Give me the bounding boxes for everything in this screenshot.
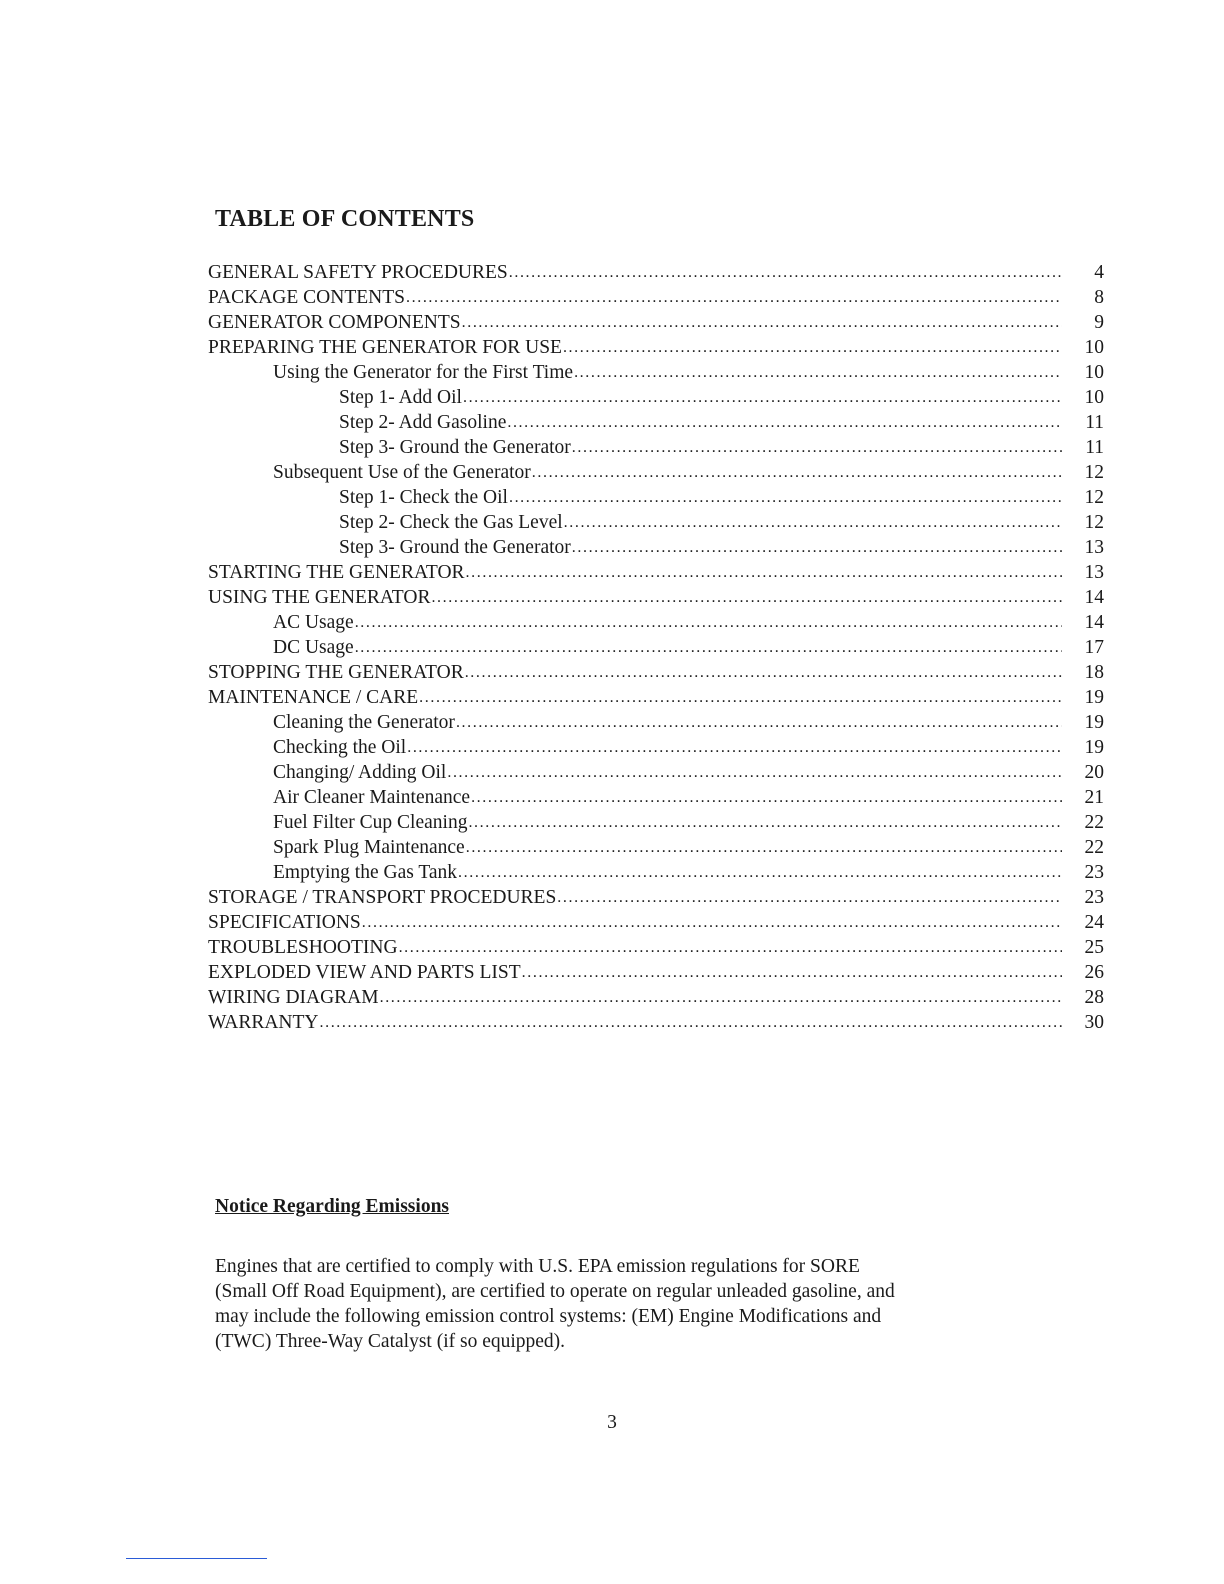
toc-entry-label: Checking the Oil — [273, 737, 407, 758]
notice-heading: Notice Regarding Emissions — [215, 1196, 449, 1217]
dot-leader — [399, 934, 1062, 960]
dot-leader — [522, 959, 1062, 985]
dot-leader — [468, 809, 1062, 835]
toc-entry-label: AC Usage — [273, 612, 354, 633]
toc-entry[interactable] — [208, 510, 1104, 535]
toc-entry-label: MAINTENANCE / CARE — [208, 687, 419, 708]
toc-entry[interactable] — [208, 335, 1104, 360]
dot-leader — [509, 259, 1062, 285]
notice-line: Engines that are certified to comply with U.S. EPA emission regulations for SORE — [215, 1256, 860, 1277]
toc-entry[interactable] — [208, 810, 1104, 835]
toc-entry-label: USING THE GENERATOR — [208, 587, 431, 608]
toc-entry-label: Subsequent Use of the Generator — [273, 462, 531, 483]
dot-leader — [463, 384, 1062, 410]
toc-entry[interactable] — [208, 760, 1104, 785]
dot-leader — [572, 434, 1062, 460]
dot-leader — [462, 309, 1062, 335]
toc-entry-label: Changing/ Adding Oil — [273, 762, 447, 783]
toc-entry-page: 14 — [1084, 612, 1104, 633]
toc-entry-page: 10 — [1084, 387, 1104, 408]
toc-entry[interactable] — [208, 585, 1104, 610]
toc-entry-label: GENERAL SAFETY PROCEDURES — [208, 262, 508, 283]
toc-entry-page: 4 — [1094, 262, 1104, 283]
toc-entry[interactable] — [208, 385, 1104, 410]
dot-leader — [355, 634, 1062, 660]
dot-leader — [471, 784, 1062, 810]
toc-entry-page: 30 — [1084, 1012, 1104, 1033]
toc-entry-label: Spark Plug Maintenance — [273, 837, 465, 858]
toc-entry-label: Fuel Filter Cup Cleaning — [273, 812, 468, 833]
dot-leader — [431, 584, 1062, 610]
toc-entry[interactable] — [208, 860, 1104, 885]
dot-leader — [507, 409, 1062, 435]
toc-entry[interactable] — [208, 685, 1104, 710]
toc-entry-page: 22 — [1084, 812, 1104, 833]
toc-title: TABLE OF CONTENTS — [215, 206, 475, 232]
toc-entry-page: 12 — [1084, 487, 1104, 508]
toc-entry-label: SPECIFICATIONS — [208, 912, 361, 933]
toc-entry-label: STOPPING THE GENERATOR — [208, 662, 464, 683]
page-number: 3 — [607, 1412, 617, 1433]
toc-entry-page: 11 — [1085, 437, 1104, 458]
toc-entry[interactable] — [208, 635, 1104, 660]
toc-entry-label: Step 2- Check the Gas Level — [339, 512, 563, 533]
toc-entry-page: 17 — [1084, 637, 1104, 658]
toc-entry[interactable] — [208, 710, 1104, 735]
toc-entry[interactable] — [208, 310, 1104, 335]
toc-entry[interactable] — [208, 660, 1104, 685]
dot-leader — [572, 534, 1062, 560]
toc-entry-page: 23 — [1084, 862, 1104, 883]
dot-leader — [419, 684, 1062, 710]
dot-leader — [456, 709, 1062, 735]
toc-entry-label: Air Cleaner Maintenance — [273, 787, 471, 808]
dot-leader — [447, 759, 1062, 785]
toc-entry-page: 19 — [1084, 737, 1104, 758]
footnote-rule — [126, 1558, 267, 1559]
toc-entry[interactable] — [208, 735, 1104, 760]
toc-entry-page: 26 — [1084, 962, 1104, 983]
toc-entry[interactable] — [208, 485, 1104, 510]
dot-leader — [380, 984, 1062, 1010]
toc-entry-page: 13 — [1084, 562, 1104, 583]
dot-leader — [355, 609, 1062, 635]
toc-entry-label: Step 3- Ground the Generator — [339, 537, 571, 558]
toc-entry-label: Step 1- Add Oil — [339, 387, 462, 408]
toc-entry[interactable] — [208, 1010, 1104, 1035]
notice-line: (TWC) Three-Way Catalyst (if so equipped). — [215, 1331, 566, 1352]
toc-entry-page: 13 — [1084, 537, 1104, 558]
toc-entry-label: STARTING THE GENERATOR — [208, 562, 465, 583]
dot-leader — [465, 659, 1062, 685]
toc-entry[interactable] — [208, 835, 1104, 860]
toc-entry[interactable] — [208, 560, 1104, 585]
toc-entry[interactable] — [208, 410, 1104, 435]
toc-entry[interactable] — [208, 985, 1104, 1010]
toc-entry-page: 18 — [1084, 662, 1104, 683]
toc-entry-label: Step 2- Add Gasoline — [339, 412, 507, 433]
dot-leader — [406, 284, 1062, 310]
dot-leader — [362, 909, 1062, 935]
notice-body — [215, 1254, 1015, 1354]
toc-entry[interactable] — [208, 910, 1104, 935]
notice-line: (Small Off Road Equipment), are certified to operate on regular unleaded gasoline, and — [215, 1281, 895, 1302]
toc-entry-page: 22 — [1084, 837, 1104, 858]
toc-entry-label: STORAGE / TRANSPORT PROCEDURES — [208, 887, 557, 908]
toc-entry-page: 20 — [1084, 762, 1104, 783]
toc-entry-page: 10 — [1084, 362, 1104, 383]
toc-entry[interactable] — [208, 285, 1104, 310]
toc-entry-page: 12 — [1084, 462, 1104, 483]
toc-entry-label: TROUBLESHOOTING — [208, 937, 398, 958]
toc-entry-page: 9 — [1094, 312, 1104, 333]
toc-entry-page: 19 — [1084, 687, 1104, 708]
toc-entry-label: PACKAGE CONTENTS — [208, 287, 406, 308]
table-of-contents — [208, 260, 1104, 1035]
toc-entry-label: DC Usage — [273, 637, 354, 658]
toc-entry-page: 23 — [1084, 887, 1104, 908]
dot-leader — [557, 884, 1062, 910]
toc-entry-label: Emptying the Gas Tank — [273, 862, 458, 883]
toc-entry-label: EXPLODED VIEW AND PARTS LIST — [208, 962, 521, 983]
toc-entry[interactable] — [208, 960, 1104, 985]
toc-entry-page: 12 — [1084, 512, 1104, 533]
toc-entry-page: 25 — [1084, 937, 1104, 958]
dot-leader — [564, 509, 1062, 535]
toc-entry-label: PREPARING THE GENERATOR FOR USE — [208, 337, 562, 358]
dot-leader — [563, 334, 1062, 360]
toc-entry-page: 28 — [1084, 987, 1104, 1008]
dot-leader — [466, 559, 1062, 585]
dot-leader — [574, 359, 1062, 385]
toc-entry-label: WARRANTY — [208, 1012, 319, 1033]
toc-entry[interactable] — [208, 610, 1104, 635]
toc-entry[interactable] — [208, 260, 1104, 285]
toc-entry-label: WIRING DIAGRAM — [208, 987, 379, 1008]
toc-entry-page: 11 — [1085, 412, 1104, 433]
toc-entry-page: 21 — [1084, 787, 1104, 808]
toc-entry[interactable] — [208, 435, 1104, 460]
toc-entry[interactable] — [208, 535, 1104, 560]
toc-entry-label: Step 3- Ground the Generator — [339, 437, 571, 458]
toc-entry-label: Cleaning the Generator — [273, 712, 455, 733]
dot-leader — [320, 1009, 1063, 1035]
toc-entry-page: 24 — [1084, 912, 1104, 933]
toc-entry-page: 19 — [1084, 712, 1104, 733]
notice-line: may include the following emission control systems: (EM) Engine Modifications and — [215, 1306, 882, 1327]
dot-leader — [466, 834, 1062, 860]
dot-leader — [532, 459, 1062, 485]
toc-entry-page: 10 — [1084, 337, 1104, 358]
dot-leader — [407, 734, 1062, 760]
dot-leader — [509, 484, 1062, 510]
dot-leader — [458, 859, 1062, 885]
toc-entry-page: 8 — [1094, 287, 1104, 308]
toc-entry[interactable] — [208, 460, 1104, 485]
toc-entry[interactable] — [208, 785, 1104, 810]
toc-entry[interactable] — [208, 885, 1104, 910]
toc-entry-label: Step 1- Check the Oil — [339, 487, 508, 508]
toc-entry[interactable] — [208, 935, 1104, 960]
toc-entry[interactable] — [208, 360, 1104, 385]
toc-entry-page: 14 — [1084, 587, 1104, 608]
toc-entry-label: GENERATOR COMPONENTS — [208, 312, 461, 333]
toc-entry-label: Using the Generator for the First Time — [273, 362, 574, 383]
